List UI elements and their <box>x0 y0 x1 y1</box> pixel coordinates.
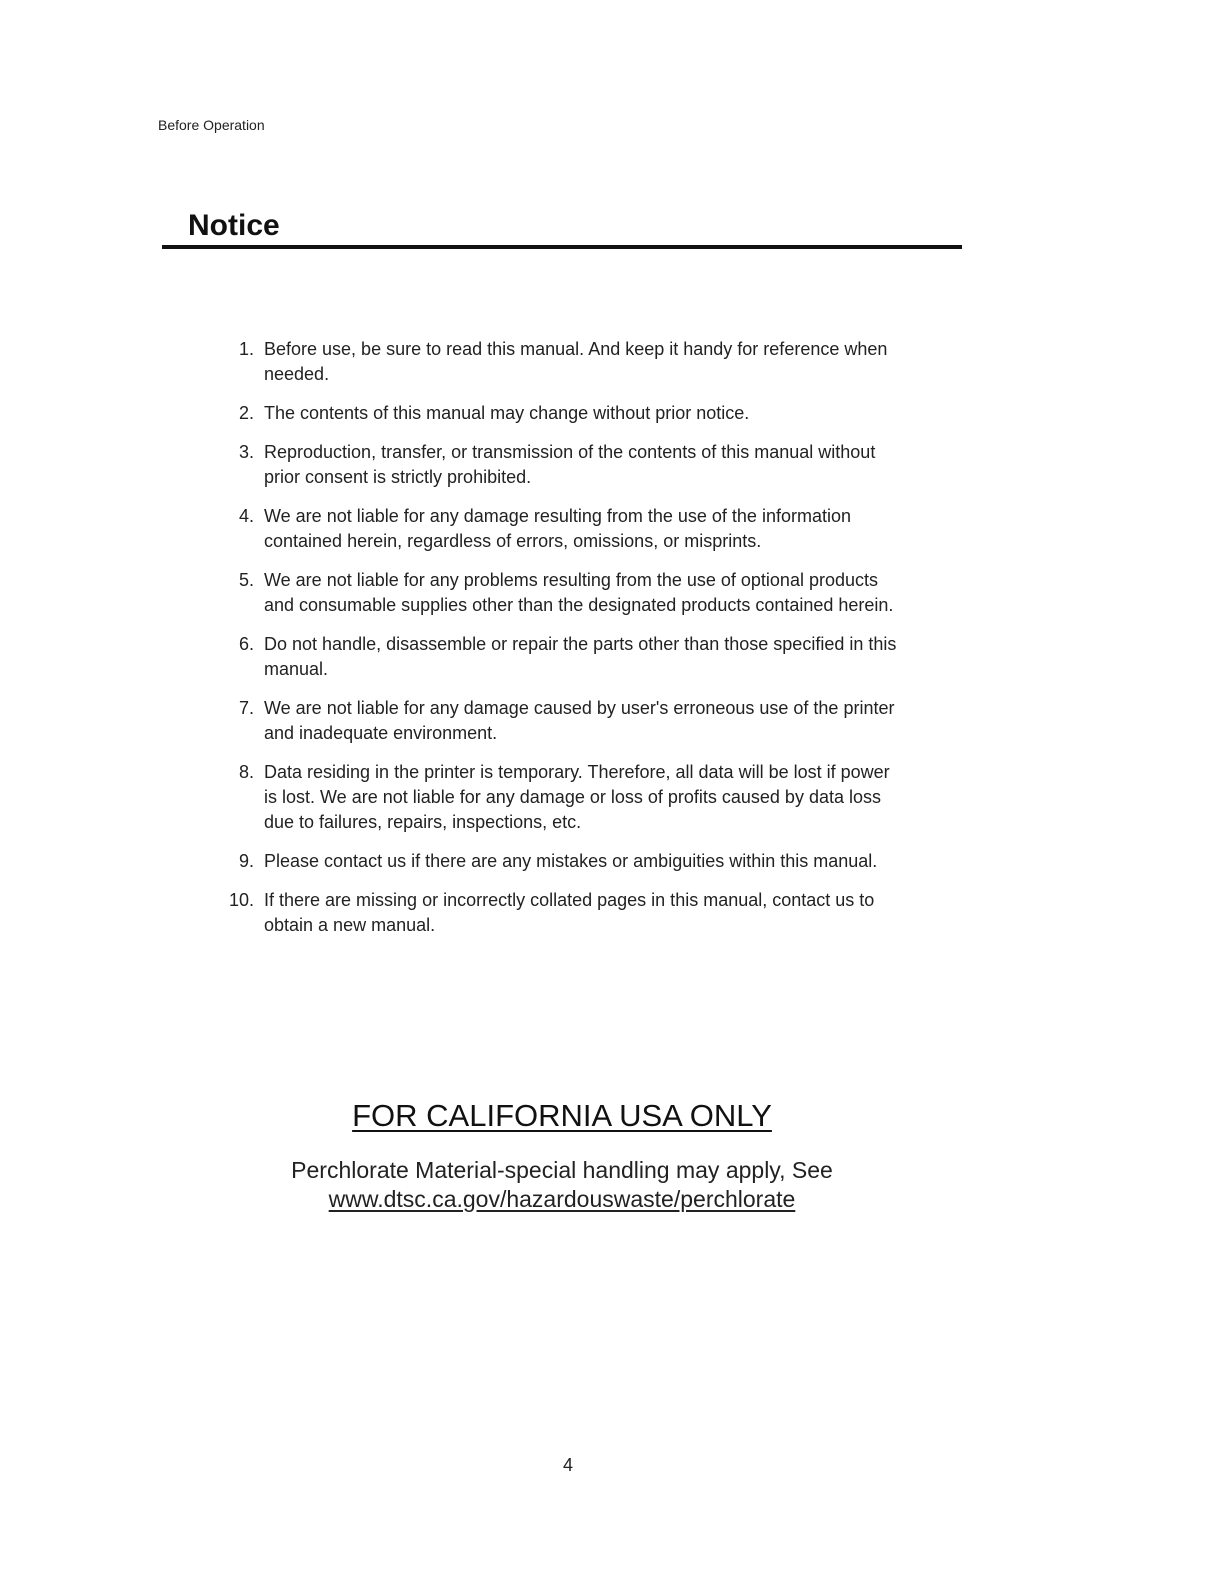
perchlorate-text: Perchlorate Material-special handling may apply, See <box>291 1157 833 1183</box>
notice-item <box>220 849 900 874</box>
notice-number: 7. <box>238 698 254 718</box>
notice-number: 4. <box>238 506 254 526</box>
notice-number: 3. <box>238 442 254 462</box>
notice-text: Please contact us if there are any mistakes or ambiguities within this manual. <box>264 851 878 871</box>
notice-list <box>220 337 900 952</box>
section-title-rule <box>162 205 962 249</box>
notice-number: 6. <box>238 634 254 654</box>
notice-item <box>220 760 900 835</box>
notice-number: 5. <box>238 570 254 590</box>
notice-text: Before use, be sure to read this manual. And keep it handy for reference when needed. <box>264 339 888 384</box>
notice-item <box>220 401 900 426</box>
notice-item <box>220 696 900 746</box>
page-title: Notice <box>188 209 280 242</box>
notice-text: We are not liable for any damage resulting from the use of the information contained herein, regardless of errors, omissions, or misprints. <box>264 506 851 551</box>
notice-text: Do not handle, disassemble or repair the parts other than those specified in this manual. <box>264 634 897 679</box>
notice-text: We are not liable for any damage caused by user's erroneous use of the printer and inadequate environment. <box>264 698 895 743</box>
notice-number: 9. <box>238 851 254 871</box>
notice-number: 1. <box>238 339 254 359</box>
california-notice <box>0 1098 1124 1214</box>
notice-item <box>220 504 900 554</box>
notice-text: We are not liable for any problems resulting from the use of optional products and consumable supplies other than the designated products contained herein. <box>264 570 894 615</box>
notice-item <box>220 632 900 682</box>
notice-number: 2. <box>238 403 254 423</box>
running-header: Before Operation <box>158 117 265 133</box>
california-heading: FOR CALIFORNIA USA ONLY <box>352 1098 772 1133</box>
notice-number: 10. <box>228 890 254 910</box>
notice-text: If there are missing or incorrectly collated pages in this manual, contact us to obtain a new manual. <box>264 890 875 935</box>
notice-item <box>220 888 900 938</box>
notice-text: The contents of this manual may change without prior notice. <box>264 403 750 423</box>
notice-item <box>220 440 900 490</box>
perchlorate-link[interactable]: www.dtsc.ca.gov/hazardouswaste/perchlorate <box>328 1186 796 1212</box>
notice-number: 8. <box>238 762 254 782</box>
notice-text: Data residing in the printer is temporary. Therefore, all data will be lost if power is lost. We are not liable for any damage or loss of profits caused by data loss due to failures, repairs, inspections, etc. <box>264 762 890 832</box>
notice-item <box>220 337 900 387</box>
notice-item <box>220 568 900 618</box>
notice-text: Reproduction, transfer, or transmission of the contents of this manual without prior consent is strictly prohibited. <box>264 442 876 487</box>
page-number: 4 <box>562 1455 573 1475</box>
